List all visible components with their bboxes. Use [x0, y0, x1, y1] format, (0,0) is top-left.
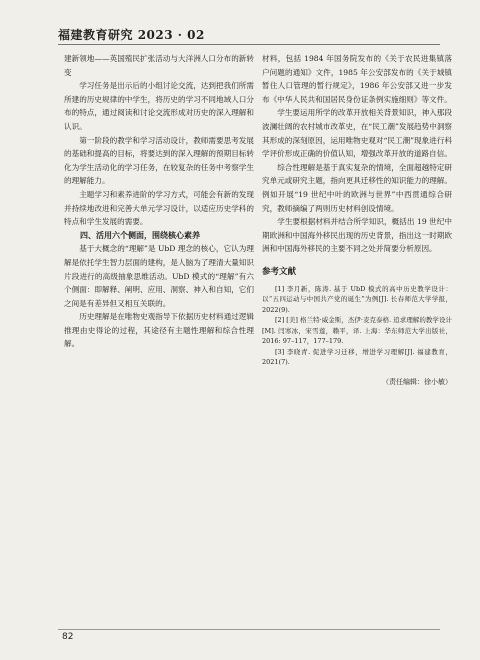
reference-item: [2] [美] 格兰特·威金斯，杰伊·麦克泰格. 追求理解的教学设计[M]. 闫寒冰，宋雪莲，赖平，译. 上海：华东师范大学出版社，2016: 97–117，177–179.	[262, 316, 452, 345]
paragraph: 建新领地——英国殖民扩张活动与大洋洲人口分布的新转变	[64, 54, 254, 77]
paragraph: 学生要运用所学的改革开放相关背景知识，神入那段波澜壮阔的农村城市改革史，在“民工潮”发展趋势中洞察其形成的深刻原因，运用唯物史观对“民工潮”现象进行科学评价形成正确的价值认知，增强改革开放的道路自信。	[262, 108, 453, 159]
journal-title: 福建教育研究	[58, 28, 134, 42]
paragraph: 学习任务是出示后的小组讨论交流，达到把我们所需所建的历史规律的中学生，将历史的学习不同地域人口分布的特点，通过阅读和讨论交流形成对历史的深入理解和认识。	[64, 81, 254, 131]
paragraph: 综合性理解是基于真实复杂的情境，全面超越特定研究单元或研究主题，指向更具迁移性的知识能力的理解。例如开展“19 世纪中叶的欧洲与世界”中西贯通综合研究，教师摘编了两则历史材料创设情境。	[262, 162, 452, 213]
journal-header	[58, 26, 205, 43]
reference-item: [1] 李月新，陈涛. 基于 UbD 模式的高中历史教学设计：以“五四运动与中国共产党的诞生”为例[J]. 长春师范大学学报，2022(9).	[262, 284, 452, 314]
footer-divider	[58, 629, 440, 630]
references-heading: 参考文献	[262, 266, 297, 277]
paragraph: 主题学习和素养进阶的学习方式，可能会有新的发现并持续地改进和完善大单元学习设计，以适应历史学科的特点和学生发展的需要。	[64, 189, 254, 227]
right-column	[262, 52, 452, 389]
section-heading: 四、活用六个侧面，围绕核心素养	[80, 230, 200, 240]
header-divider	[58, 44, 440, 45]
paragraph: 第一阶段的教学和学习活动设计，教师需要思考发展的基础和提高的目标，将要达到的深入理解的预期目标转化为学生活动化的学习任务，在较复杂的任务中考察学生的理解能力。	[64, 135, 254, 186]
journal-issue: 2023 · 02	[137, 28, 205, 42]
paragraph: 材料，包括 1984 年国务院发布的《关于农民进集镇落户问题的通知》文件，1985 年公安部发布的《关于城镇暂住人口管理的暂行规定》，1986 年公安部又进一步发布《中华人民共和国居民身份证条例实施细则》等文件。	[262, 54, 452, 104]
paragraph: 历史理解是在唯物史观指导下依据历史材料通过逻辑推理由史得论的过程，其途径有主题性理解和综合性理解。	[64, 312, 254, 349]
editor-note: （责任编辑：徐小敏）	[382, 377, 452, 386]
left-column	[64, 52, 254, 351]
paragraph: 学生要根据材料并结合所学知识，概括出 19 世纪中期欧洲和中国海外移民出现的历史背景，指出这一时期欧洲和中国海外移民的主要不同之处并简要分析原因。	[262, 217, 452, 254]
reference-item: [3] 李晓青. 促进学习迁移，增进学习理解[J]. 福建教育，2021(7).	[262, 347, 452, 366]
paragraph: 基于大概念的“理解”是 UbD 理念的核心，它认为理解是依托学生智力层面的建构，是人脑为了理清大量知识片段进行的高级抽象思维活动。UbD 模式的“理解”有六个侧面：即解释、阐明、应用、洞察、神入和自知，它们之间是有差异但又相互关联的。	[64, 244, 254, 308]
page-number: 82	[62, 632, 74, 642]
